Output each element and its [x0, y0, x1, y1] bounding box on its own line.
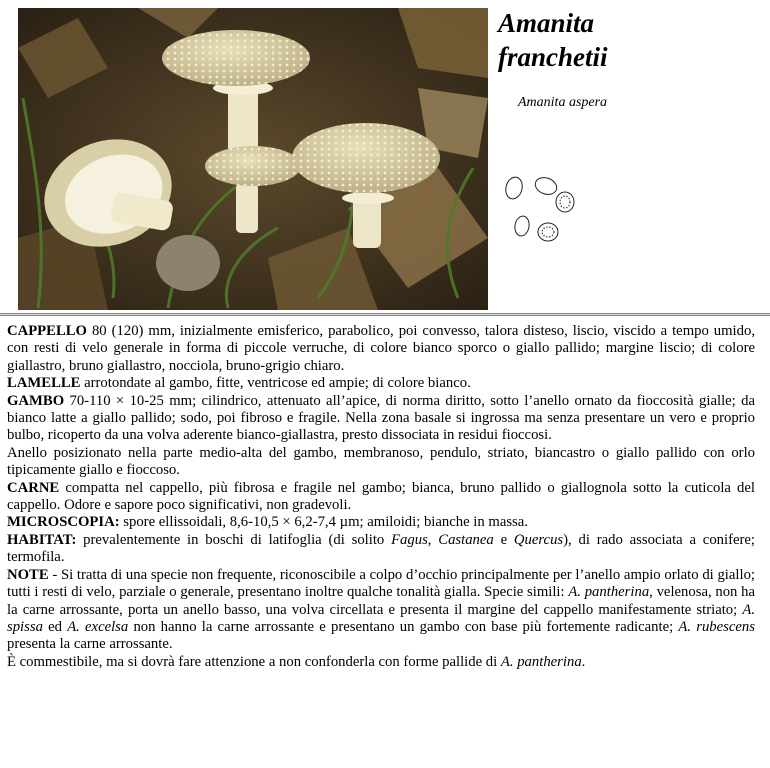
description-text: ), di rado associata a conifere; termofila.: [7, 531, 755, 566]
section-label: MICROSCOPIA:: [7, 514, 120, 531]
description-paragraph: [7, 445, 755, 480]
description-paragraph: [7, 654, 755, 671]
mushroom-photo: [18, 8, 488, 310]
description-text: Anello posizionato nella parte medio-alta del gambo, membranoso, pendulo, striato, biancastro o giallo pallido con orlo tipicamente giallo e fioccoso.: [7, 444, 755, 479]
species-name: A. excelsa: [67, 618, 129, 635]
description-text: ,: [427, 531, 439, 548]
species-name: A. rubescens: [678, 618, 755, 635]
description-text: non hanno la carne arrossante e presentano un gambo con base più fortemente radicante;: [128, 618, 679, 635]
description-paragraph: [7, 323, 755, 375]
description-text: spore ellissoidali, 8,6-10,5 × 6,2-7,4 µm; amiloidi; bianche in massa.: [119, 514, 528, 531]
species-title-genus: Amanita: [498, 8, 595, 38]
species-name: Fagus: [391, 531, 428, 548]
species-name: A. pantherina: [568, 584, 650, 601]
description-text: compatta nel cappello, più fibrosa e fragile nel gambo; bianca, bruno pallido o giallognola sotto la cuticola del cappello. Odore e sapore poco significativi, non gradevoli.: [7, 479, 755, 514]
description-text: , velenosa, non ha la carne arrossante, porta un anello basso, una volva circellata e presenta il margine del cappello manifestamente striato;: [7, 584, 755, 618]
description-text: e: [493, 531, 514, 548]
description-paragraph: [7, 567, 755, 654]
description-text: prevalentemente in boschi di latifoglia (di solito: [76, 531, 392, 548]
section-label: LAMELLE: [7, 375, 81, 392]
description-paragraph: [7, 480, 755, 515]
species-description: [7, 323, 755, 671]
description-text: 80 (120) mm, inizialmente emisferico, parabolico, poi convesso, talora disteso, liscio, viscido a tempo umido, con resti di velo generale in forma di piccole verruche, di colore bianco sporco o giallo pallido; margine liscio; di colore giallastro, bruno giallastro, nocciola, bruno-grigio chiaro.: [7, 323, 755, 374]
description-text: presenta la carne arrossante.: [7, 636, 173, 653]
species-name: Quercus: [513, 531, 564, 548]
description-text: arrotondate al gambo, fitte, ventricose ed ampie; di colore bianco.: [80, 375, 471, 392]
species-name: Castanea: [438, 531, 494, 548]
species-name: A. pantherina: [500, 653, 582, 670]
section-divider: [0, 313, 770, 316]
section-label: GAMBO: [7, 392, 65, 409]
description-paragraph: [7, 532, 755, 567]
section-label: CAPPELLO: [7, 323, 87, 339]
section-label: CARNE: [7, 479, 60, 496]
description-paragraph: [7, 514, 755, 531]
section-label: NOTE: [7, 566, 49, 583]
description-paragraph: [7, 393, 755, 445]
species-synonym: Amanita aspera: [518, 95, 608, 110]
spore-drawing: [500, 172, 580, 244]
description-text: È commestibile, ma si dovrà fare attenzione a non confonderla con forme pallide di: [7, 653, 501, 670]
description-text: .: [581, 653, 586, 670]
section-label: HABITAT:: [7, 531, 77, 548]
species-title: [498, 6, 608, 74]
description-paragraph: [7, 375, 755, 392]
species-title-epithet: franchetii: [498, 42, 608, 72]
description-text: 70-110 × 10-25 mm; cilindrico, attenuato all’apice, di norma diritto, sotto l’anello ornato da fioccosità gialle; da bianco latte a giallo pallido; sodo, poi fibroso e fragile. Nella zona basale si ingrossa ma senza presentare un vero e proprio bulbo, ricoperto da una volva aderente bianco-giallastra, presto dissociata in residui fioccosi.: [7, 392, 755, 444]
species-name: A. spissa: [7, 601, 755, 635]
description-text: ed: [42, 618, 68, 635]
description-text: - Si tratta di una specie non frequente, riconoscibile a colpo d’occhio principalmente per l’anello ampio orlato di giallo; tutti i resti di velo, parziale o generale, presentano inoltre qualche tonalità gialla. Specie simili:: [7, 566, 755, 601]
